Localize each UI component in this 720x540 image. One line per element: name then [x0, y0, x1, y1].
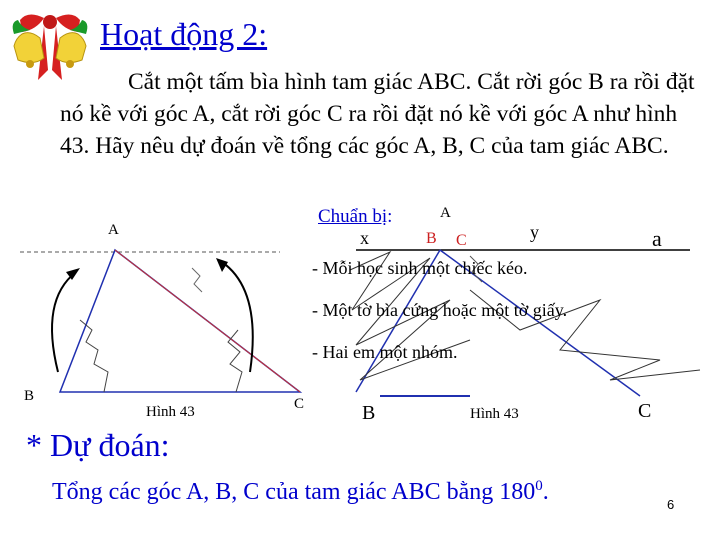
page-title: Hoạt động 2:	[100, 16, 268, 52]
preparation-item-3: - Hai em một nhóm.	[312, 342, 458, 362]
vertex-label-a: A	[108, 222, 119, 238]
vertex-label-b-bottom: B	[362, 402, 376, 424]
line-label-a: a	[652, 226, 662, 251]
preparation-heading	[318, 206, 392, 228]
preparation-heading-text: Chuẩn bị	[318, 206, 388, 227]
vertex-label-c: C	[294, 396, 305, 412]
vertex-label-c-bottom: C	[638, 400, 652, 422]
ray-label-y: y	[530, 222, 539, 242]
ray-label-x: x	[360, 228, 369, 248]
degree-superscript: 0	[535, 478, 543, 494]
angle-label-b: B	[426, 230, 437, 247]
preparation-item-1: - Mỗi học sinh một chiếc kéo.	[312, 258, 528, 278]
vertex-label-b: B	[24, 388, 35, 404]
angle-label-c: C	[456, 232, 467, 249]
prediction-statement	[52, 478, 549, 506]
figure-caption-left: Hình 43	[146, 404, 195, 420]
angle-label-a: A	[440, 205, 451, 221]
figure-caption-right: Hình 43	[470, 406, 519, 422]
prediction-text: Tổng các góc A, B, C của tam giác ABC bằng 180	[52, 479, 536, 505]
preparation-colon: :	[387, 206, 393, 227]
page-number: 6	[667, 497, 675, 512]
prediction-period: .	[542, 479, 549, 505]
activity-description: Cắt một tấm bìa hình tam giác ABC. Cắt rời góc B ra rồi đặt nó kề với góc A, cắt rời góc C ra rồi đặt nó kề với góc A như hình 43. Hãy nêu dự đoán về tổng các góc A, B, C của tam giác ABC.	[60, 69, 695, 159]
prediction-heading: * Dự đoán:	[26, 427, 170, 463]
preparation-item-2: - Một tờ bìa cứng hoặc một tờ giấy.	[312, 300, 568, 320]
